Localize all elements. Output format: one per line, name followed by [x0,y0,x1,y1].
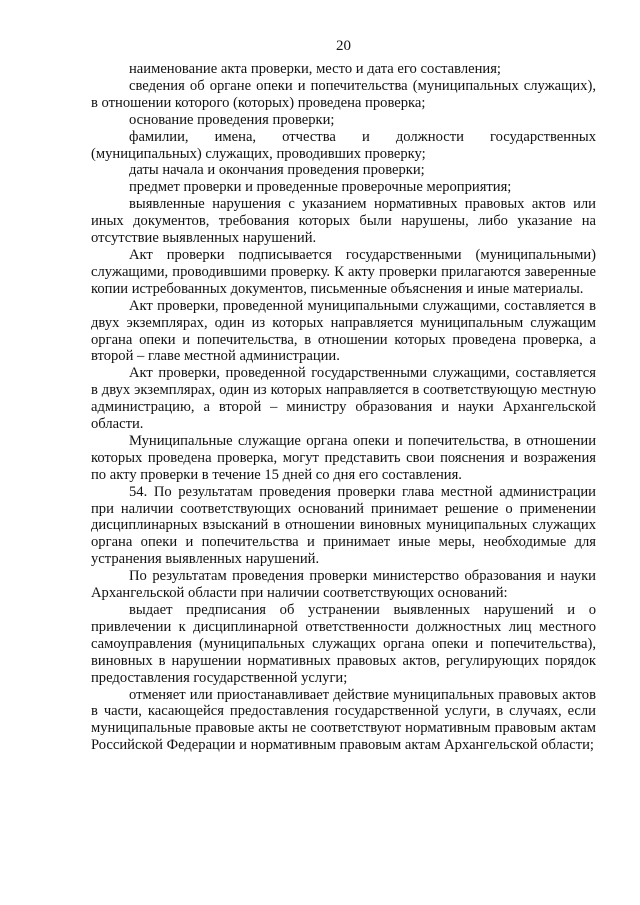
paragraph-act-state: Акт проверки, проведенной государственными служащими, составляется в двух экземплярах, один из которых направляется в соответствующую местную администрацию, а второй – министру образования и науки Архангельской области. [91,365,596,433]
paragraph-ministry-results: По результатам проведения проверки министерство образования и науки Архангельской области при наличии соответствующих оснований: [91,568,596,602]
paragraph-act-municipal: Акт проверки, проведенной муниципальными служащими, составляется в двух экземплярах, один из которых направляется муниципальным служащим органа опеки и попечительства, в отношении которых проведена проверка, а второй – главе местной администрации. [91,297,596,365]
paragraph-violations: выявленные нарушения с указанием нормативных правовых актов или иных документов, требования которых были нарушены, либо указание на отсутствие выявленных нарушений. [91,196,596,247]
paragraph-act-name: наименование акта проверки, место и дата его составления; [129,61,501,77]
document-page [91,38,596,754]
paragraph-dates: даты начала и окончания проведения проверки; [129,162,425,179]
paragraph-section-54: 54. По результатам проведения проверки глава местной администрации при наличии соответствующих оснований принимает решение о применении дисциплинарных взысканий в отношении виновных муниципальных служащих органа опеки и попечительства и принимает иные меры, необходимые для устранения выявленных нарушений. [91,483,596,568]
paragraph-subject: предмет проверки и проведенные проверочные мероприятия; [129,179,512,196]
paragraph-inspection-basis: основание проведения проверки; [129,111,335,128]
page-number: 20 [336,38,351,54]
paragraph-guardianship-info: сведения об органе опеки и попечительства (муниципальных служащих), в отношении которого (которых) проведена проверка; [91,77,596,111]
paragraph-act-signing: Акт проверки подписывается государственными (муниципальными) служащими, проводившими проверку. К акту проверки прилагаются заверенные копии истребованных документов, письменные объяснения и иные материалы. [91,246,596,297]
paragraph-inspectors: фамилии, имена, отчества и должности государственных (муниципальных) служащих, проводивших проверку; [91,128,596,162]
paragraph-cancels-acts: отменяет или приостанавливает действие муниципальных правовых актов в части, касающейся предоставления государственной услуги, в случаях, если муниципальные правовые акты не соответствуют нормативным правовым актам Российской Федерации и нормативным правовым актам Архангельской области; [91,686,596,754]
paragraph-prescriptions: выдает предписания об устранении выявленных нарушений и о привлечении к дисциплинарной ответственности должностных лиц местного самоуправления (муниципальных служащих органа опеки и попечительства), виновных в нарушении нормативных правовых актов, регулирующих порядок предоставления государственной услуги; [91,602,596,686]
paragraph-objections: Муниципальные служащие органа опеки и попечительства, в отношении которых проведена проверка, могут представить свои пояснения и возражения по акту проверки в течение 15 дней со дня его составления. [91,432,596,483]
